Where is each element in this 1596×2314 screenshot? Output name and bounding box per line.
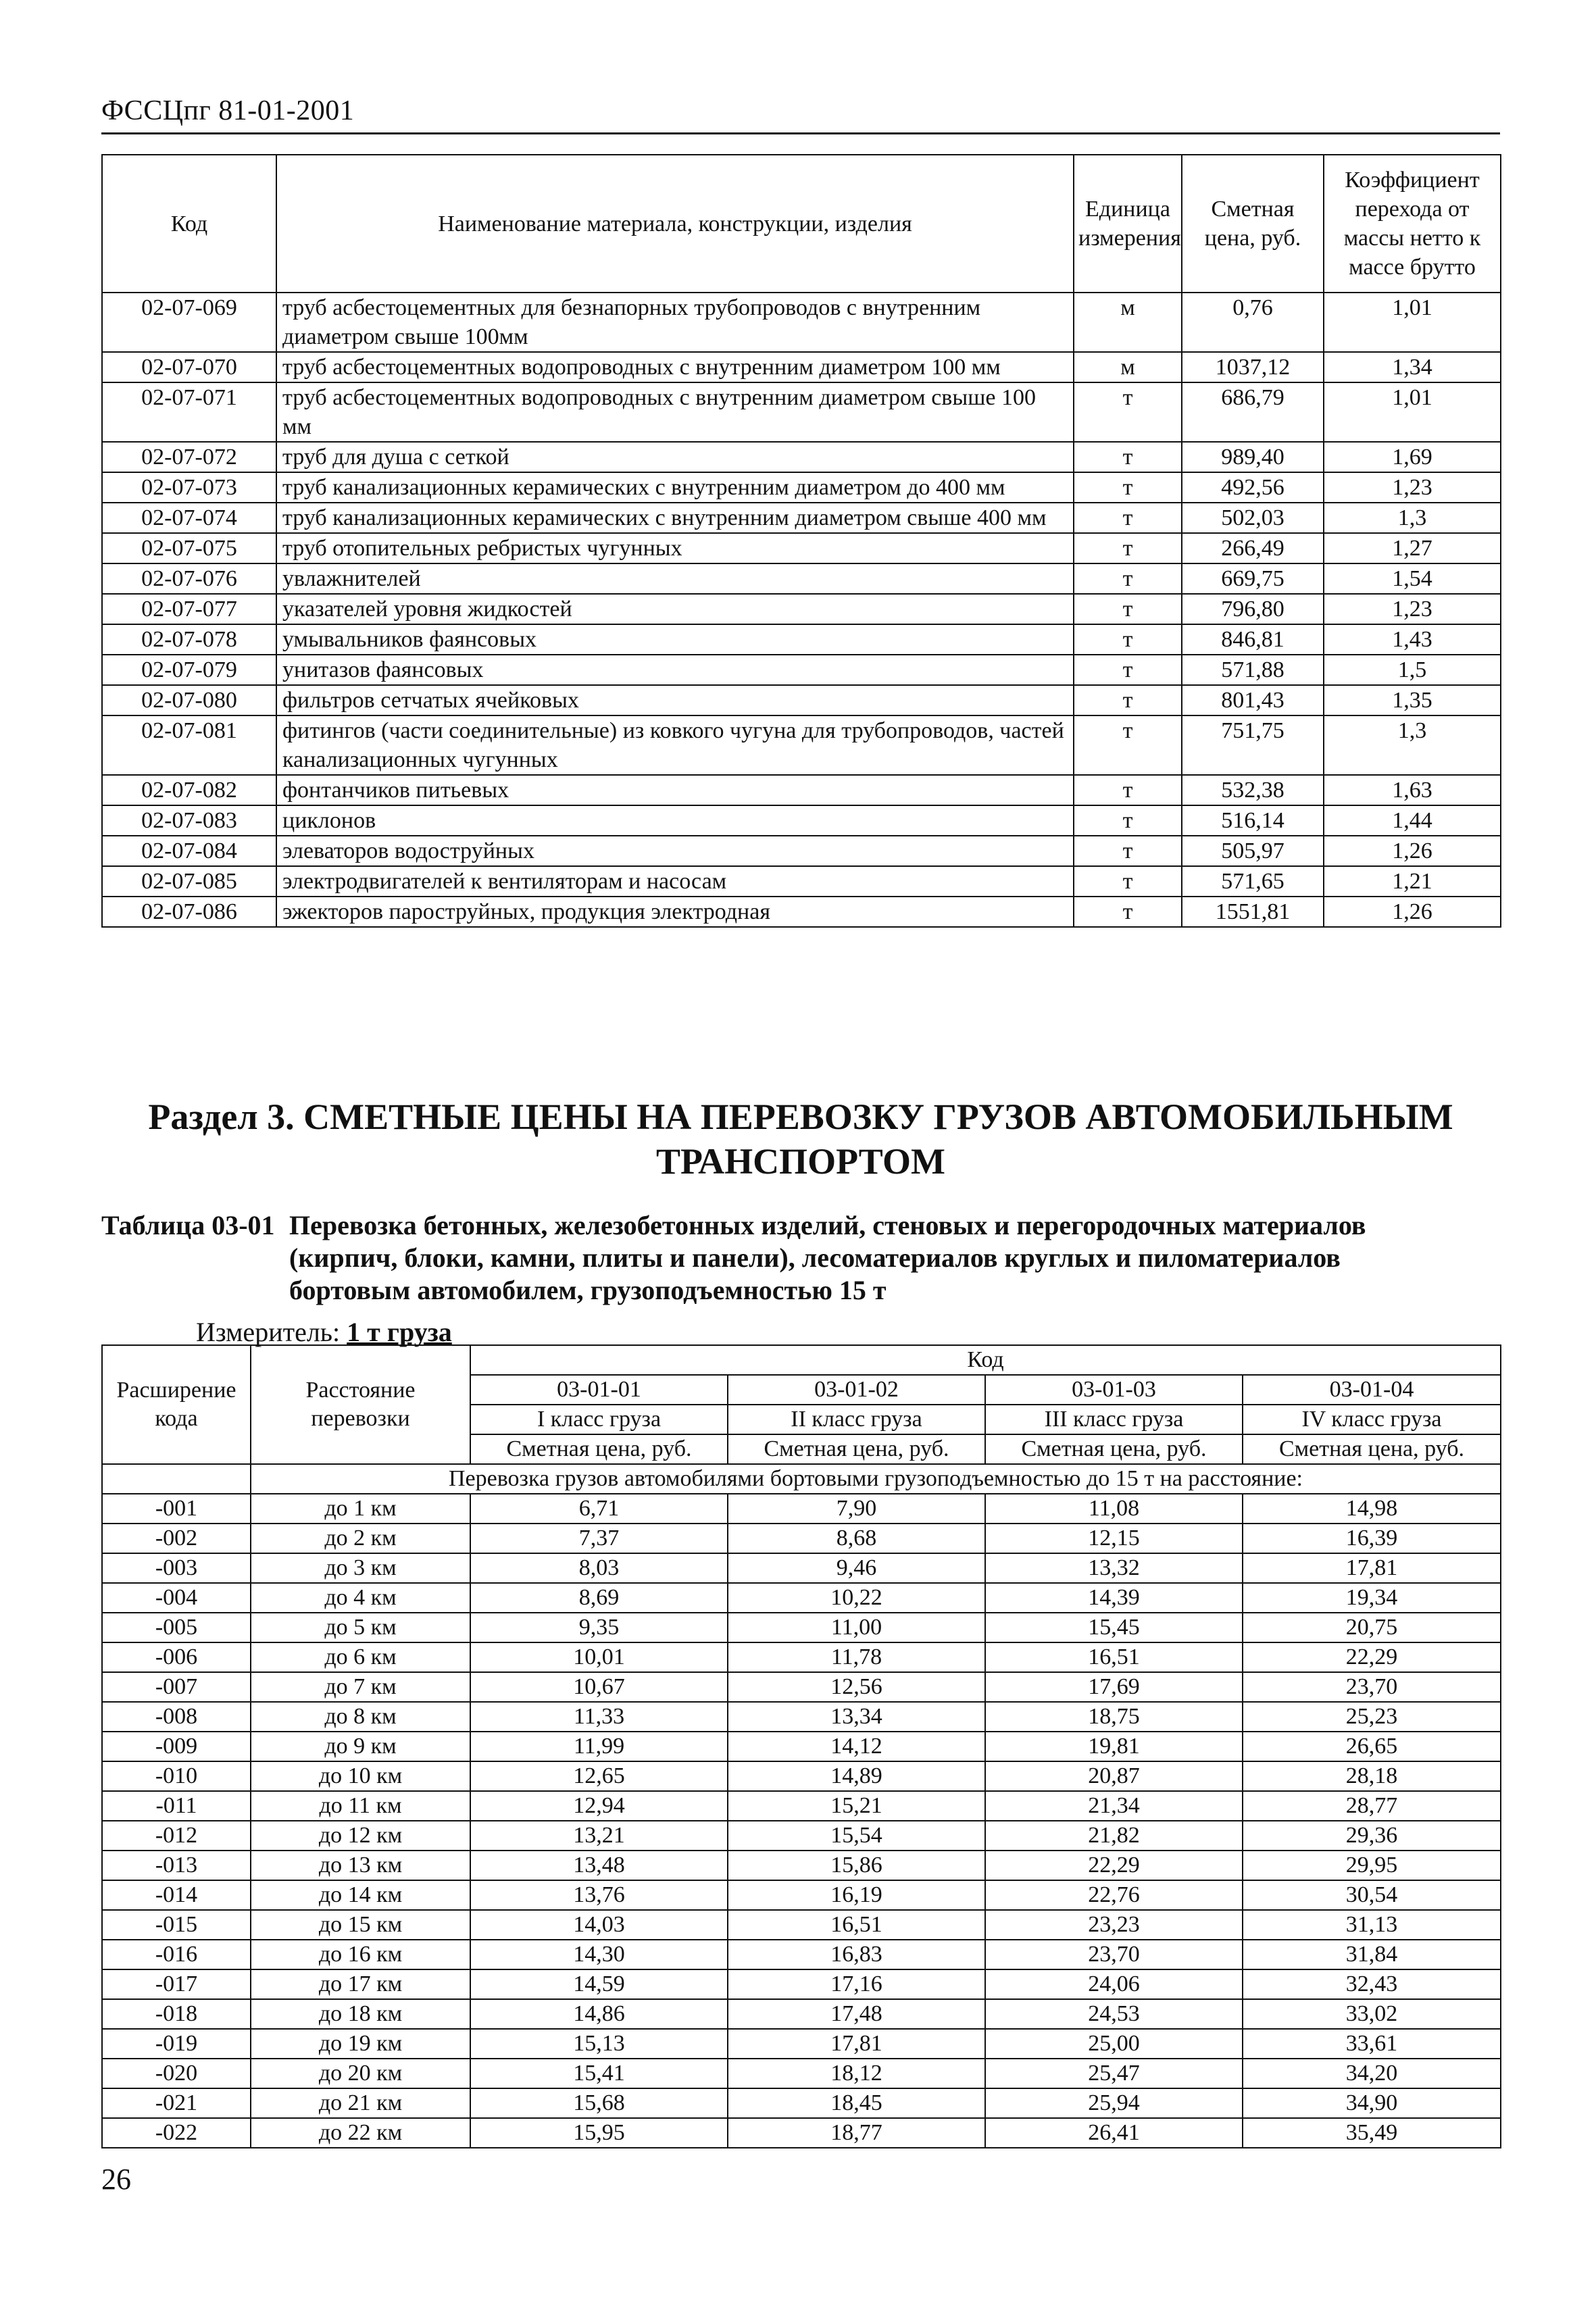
price-class-4: 19,34 [1243, 1583, 1501, 1613]
price-class-2: 17,16 [728, 1969, 985, 1999]
material-name: труб канализационных керамических с внутренним диаметром до 400 мм [276, 472, 1074, 503]
transport-body [102, 1494, 1501, 2148]
material-row [102, 866, 1501, 897]
price-class-3: 22,76 [985, 1880, 1243, 1910]
distance: до 6 км [251, 1642, 470, 1672]
material-row [102, 805, 1501, 836]
price-class-4: 34,20 [1243, 2059, 1501, 2088]
price-class-2: 11,78 [728, 1642, 985, 1672]
price-class-4: 25,23 [1243, 1702, 1501, 1732]
code-extension: -022 [102, 2118, 251, 2148]
price-class-4: 23,70 [1243, 1672, 1501, 1702]
running-header: ФССЦпг 81-01-2001 [101, 95, 355, 126]
material-price: 846,81 [1182, 624, 1324, 655]
material-code: 02-07-076 [102, 563, 276, 594]
material-unit: т [1074, 655, 1182, 685]
price-class-2: 12,56 [728, 1672, 985, 1702]
code-extension: -010 [102, 1761, 251, 1791]
material-price: 686,79 [1182, 382, 1324, 442]
price-class-1: 8,03 [470, 1553, 728, 1583]
price-class-1: 10,01 [470, 1642, 728, 1672]
price-class-1: 12,94 [470, 1791, 728, 1821]
price-class-4: 28,77 [1243, 1791, 1501, 1821]
transport-row [102, 1642, 1501, 1672]
distance: до 3 км [251, 1553, 470, 1583]
material-price: 492,56 [1182, 472, 1324, 503]
col-header-unit: Единица измерения [1074, 155, 1182, 293]
code-extension: -021 [102, 2088, 251, 2118]
price-class-2: 18,45 [728, 2088, 985, 2118]
price-class-1: 11,33 [470, 1702, 728, 1732]
price-class-2: 10,22 [728, 1583, 985, 1613]
material-name: циклонов [276, 805, 1074, 836]
price-class-4: 20,75 [1243, 1613, 1501, 1642]
material-name: фильтров сетчатых ячейковых [276, 685, 1074, 715]
material-unit: т [1074, 897, 1182, 927]
material-coef: 1,01 [1324, 382, 1501, 442]
price-class-3: 11,08 [985, 1494, 1243, 1524]
material-coef: 1,27 [1324, 533, 1501, 563]
transport-row [102, 1732, 1501, 1761]
material-unit: т [1074, 594, 1182, 624]
col-header-code-2: 03-01-02 [728, 1375, 985, 1405]
price-class-2: 15,54 [728, 1821, 985, 1851]
material-price: 571,88 [1182, 655, 1324, 685]
distance: до 16 км [251, 1940, 470, 1969]
price-class-1: 13,21 [470, 1821, 728, 1851]
material-name: увлажнителей [276, 563, 1074, 594]
material-code: 02-07-079 [102, 655, 276, 685]
transport-row [102, 1999, 1501, 2029]
material-name: фитингов (части соединительные) из ковкого чугуна для трубопроводов, частей канализационных чугунных [276, 715, 1074, 775]
price-class-4: 31,13 [1243, 1910, 1501, 1940]
material-code: 02-07-081 [102, 715, 276, 775]
price-class-1: 9,35 [470, 1613, 728, 1642]
price-class-4: 33,61 [1243, 2029, 1501, 2059]
material-name: унитазов фаянсовых [276, 655, 1074, 685]
distance: до 21 км [251, 2088, 470, 2118]
price-class-1: 13,48 [470, 1851, 728, 1880]
distance: до 11 км [251, 1791, 470, 1821]
material-name: электродвигателей к вентиляторам и насосам [276, 866, 1074, 897]
material-name: труб асбестоцементных водопроводных с внутренним диаметром 100 мм [276, 352, 1074, 382]
material-code: 02-07-074 [102, 503, 276, 533]
material-unit: т [1074, 472, 1182, 503]
transport-row [102, 1821, 1501, 1851]
col-header-class-2: II класс груза [728, 1405, 985, 1434]
col-header-class-3: III класс груза [985, 1405, 1243, 1434]
material-price: 0,76 [1182, 293, 1324, 352]
price-class-3: 25,47 [985, 2059, 1243, 2088]
material-coef: 1,01 [1324, 293, 1501, 352]
material-row [102, 715, 1501, 775]
col-header-distance: Расстояние перевозки [251, 1345, 470, 1464]
material-name: умывальников фаянсовых [276, 624, 1074, 655]
price-class-2: 14,12 [728, 1732, 985, 1761]
material-row [102, 836, 1501, 866]
material-code: 02-07-070 [102, 352, 276, 382]
material-coef: 1,34 [1324, 352, 1501, 382]
material-coef: 1,3 [1324, 503, 1501, 533]
material-coef: 1,35 [1324, 685, 1501, 715]
material-name: труб для душа с сеткой [276, 442, 1074, 472]
code-extension: -017 [102, 1969, 251, 1999]
material-name: труб отопительных ребристых чугунных [276, 533, 1074, 563]
price-class-2: 16,83 [728, 1940, 985, 1969]
material-row [102, 293, 1501, 352]
price-class-2: 15,21 [728, 1791, 985, 1821]
price-class-2: 14,89 [728, 1761, 985, 1791]
price-class-1: 7,37 [470, 1524, 728, 1553]
price-class-3: 17,69 [985, 1672, 1243, 1702]
material-row [102, 382, 1501, 442]
price-class-2: 17,48 [728, 1999, 985, 2029]
material-code: 02-07-071 [102, 382, 276, 442]
price-class-2: 15,86 [728, 1851, 985, 1880]
material-code: 02-07-075 [102, 533, 276, 563]
materials-table [101, 154, 1501, 928]
price-class-3: 23,70 [985, 1940, 1243, 1969]
code-extension: -009 [102, 1732, 251, 1761]
material-unit: т [1074, 775, 1182, 805]
material-coef: 1,5 [1324, 655, 1501, 685]
price-class-3: 25,00 [985, 2029, 1243, 2059]
price-class-3: 25,94 [985, 2088, 1243, 2118]
distance: до 1 км [251, 1494, 470, 1524]
material-code: 02-07-078 [102, 624, 276, 655]
material-price: 801,43 [1182, 685, 1324, 715]
distance: до 2 км [251, 1524, 470, 1553]
material-unit: т [1074, 836, 1182, 866]
price-class-3: 21,82 [985, 1821, 1243, 1851]
transport-row [102, 1940, 1501, 1969]
material-price: 989,40 [1182, 442, 1324, 472]
price-class-3: 16,51 [985, 1642, 1243, 1672]
price-class-3: 20,87 [985, 1761, 1243, 1791]
price-class-2: 7,90 [728, 1494, 985, 1524]
material-row [102, 472, 1501, 503]
material-row [102, 775, 1501, 805]
transport-row [102, 1880, 1501, 1910]
material-row [102, 624, 1501, 655]
price-class-4: 29,36 [1243, 1821, 1501, 1851]
material-row [102, 594, 1501, 624]
price-class-4: 17,81 [1243, 1553, 1501, 1583]
distance: до 22 км [251, 2118, 470, 2148]
distance: до 10 км [251, 1761, 470, 1791]
material-coef: 1,63 [1324, 775, 1501, 805]
distance: до 14 км [251, 1880, 470, 1910]
distance: до 19 км [251, 2029, 470, 2059]
code-extension: -008 [102, 1702, 251, 1732]
material-unit: т [1074, 382, 1182, 442]
material-price: 669,75 [1182, 563, 1324, 594]
transport-row [102, 2088, 1501, 2118]
material-row [102, 533, 1501, 563]
transport-row [102, 1761, 1501, 1791]
price-class-2: 9,46 [728, 1553, 985, 1583]
price-class-2: 8,68 [728, 1524, 985, 1553]
price-class-4: 14,98 [1243, 1494, 1501, 1524]
material-coef: 1,26 [1324, 836, 1501, 866]
price-class-4: 34,90 [1243, 2088, 1501, 2118]
measure-value: 1 т груза [347, 1317, 452, 1347]
price-class-4: 31,84 [1243, 1940, 1501, 1969]
price-class-4: 16,39 [1243, 1524, 1501, 1553]
price-class-1: 14,30 [470, 1940, 728, 1969]
price-class-4: 26,65 [1243, 1732, 1501, 1761]
price-class-3: 24,53 [985, 1999, 1243, 2029]
code-extension: -004 [102, 1583, 251, 1613]
material-code: 02-07-083 [102, 805, 276, 836]
material-unit: т [1074, 503, 1182, 533]
price-class-1: 11,99 [470, 1732, 728, 1761]
material-unit: т [1074, 715, 1182, 775]
material-unit: т [1074, 805, 1182, 836]
material-coef: 1,44 [1324, 805, 1501, 836]
price-class-1: 10,67 [470, 1672, 728, 1702]
code-extension: -020 [102, 2059, 251, 2088]
price-class-3: 12,15 [985, 1524, 1243, 1553]
transport-table [101, 1344, 1501, 2148]
price-class-3: 24,06 [985, 1969, 1243, 1999]
material-code: 02-07-077 [102, 594, 276, 624]
col-header-price-3: Сметная цена, руб. [985, 1434, 1243, 1464]
material-coef: 1,43 [1324, 624, 1501, 655]
code-extension: -014 [102, 1880, 251, 1910]
material-row [102, 503, 1501, 533]
material-code: 02-07-085 [102, 866, 276, 897]
price-class-3: 19,81 [985, 1732, 1243, 1761]
materials-body [102, 293, 1501, 927]
code-extension: -006 [102, 1642, 251, 1672]
material-name: указателей уровня жидкостей [276, 594, 1074, 624]
material-coef: 1,21 [1324, 866, 1501, 897]
price-class-3: 23,23 [985, 1910, 1243, 1940]
table-caption-text: Перевозка бетонных, железобетонных изделий, стеновых и перегородочных материалов (кирпич, блоки, камни, плиты и панели), лесоматериалов круглых и пиломатериалов бортовым автомобилем, грузоподъемностью 15 т [289, 1210, 1366, 1305]
material-name: фонтанчиков питьевых [276, 775, 1074, 805]
material-name: эжекторов пароструйных, продукция электродная [276, 897, 1074, 927]
code-extension: -005 [102, 1613, 251, 1642]
material-code: 02-07-086 [102, 897, 276, 927]
material-coef: 1,23 [1324, 594, 1501, 624]
material-row [102, 685, 1501, 715]
transport-row [102, 2118, 1501, 2148]
material-unit: т [1074, 533, 1182, 563]
price-class-1: 14,86 [470, 1999, 728, 2029]
col-header-ext: Расширение кода [102, 1345, 251, 1464]
material-row [102, 897, 1501, 927]
transport-row [102, 2029, 1501, 2059]
price-class-1: 12,65 [470, 1761, 728, 1791]
price-class-2: 13,34 [728, 1702, 985, 1732]
price-class-3: 15,45 [985, 1613, 1243, 1642]
transport-row [102, 1672, 1501, 1702]
material-price: 502,03 [1182, 503, 1324, 533]
price-class-4: 33,02 [1243, 1999, 1501, 2029]
price-class-3: 18,75 [985, 1702, 1243, 1732]
transport-row [102, 1494, 1501, 1524]
distance: до 5 км [251, 1613, 470, 1642]
price-class-2: 16,19 [728, 1880, 985, 1910]
material-code: 02-07-082 [102, 775, 276, 805]
price-class-4: 32,43 [1243, 1969, 1501, 1999]
price-class-3: 21,34 [985, 1791, 1243, 1821]
col-header-price-2: Сметная цена, руб. [728, 1434, 985, 1464]
table-caption-prefix: Таблица 03-01 [101, 1210, 275, 1240]
col-header-name: Наименование материала, конструкции, изделия [276, 155, 1074, 293]
distance: до 18 км [251, 1999, 470, 2029]
col-header-price-1: Сметная цена, руб. [470, 1434, 728, 1464]
code-extension: -001 [102, 1494, 251, 1524]
price-class-2: 18,12 [728, 2059, 985, 2088]
material-name: труб асбестоцементных для безнапорных трубопроводов с внутренним диаметром свыше 100мм [276, 293, 1074, 352]
material-price: 505,97 [1182, 836, 1324, 866]
code-extension: -003 [102, 1553, 251, 1583]
price-class-4: 28,18 [1243, 1761, 1501, 1791]
price-class-1: 6,71 [470, 1494, 728, 1524]
material-coef: 1,54 [1324, 563, 1501, 594]
price-class-3: 14,39 [985, 1583, 1243, 1613]
material-row [102, 655, 1501, 685]
price-class-2: 11,00 [728, 1613, 985, 1642]
price-class-1: 13,76 [470, 1880, 728, 1910]
material-code: 02-07-072 [102, 442, 276, 472]
distance: до 8 км [251, 1702, 470, 1732]
col-header-code: Код [102, 155, 276, 293]
code-extension: -007 [102, 1672, 251, 1702]
material-price: 1037,12 [1182, 352, 1324, 382]
code-extension: -011 [102, 1791, 251, 1821]
material-price: 516,14 [1182, 805, 1324, 836]
code-extension: -002 [102, 1524, 251, 1553]
col-header-code-4: 03-01-04 [1243, 1375, 1501, 1405]
measure-line [196, 1316, 452, 1349]
page-number: 26 [101, 2163, 131, 2196]
material-price: 796,80 [1182, 594, 1324, 624]
price-class-3: 13,32 [985, 1553, 1243, 1583]
material-unit: т [1074, 866, 1182, 897]
material-row [102, 442, 1501, 472]
material-unit: т [1074, 624, 1182, 655]
col-header-class-1: I класс груза [470, 1405, 728, 1434]
material-coef: 1,23 [1324, 472, 1501, 503]
material-unit: м [1074, 352, 1182, 382]
transport-row [102, 2059, 1501, 2088]
code-extension: -013 [102, 1851, 251, 1880]
price-class-3: 22,29 [985, 1851, 1243, 1880]
col-header-class-4: IV класс груза [1243, 1405, 1501, 1434]
price-class-1: 15,41 [470, 2059, 728, 2088]
material-price: 1551,81 [1182, 897, 1324, 927]
price-class-3: 26,41 [985, 2118, 1243, 2148]
material-price: 571,65 [1182, 866, 1324, 897]
price-class-1: 15,68 [470, 2088, 728, 2118]
col-header-price-4: Сметная цена, руб. [1243, 1434, 1501, 1464]
material-code: 02-07-069 [102, 293, 276, 352]
section-title: Раздел 3. СМЕТНЫЕ ЦЕНЫ НА ПЕРЕВОЗКУ ГРУЗОВ АВТОМОБИЛЬНЫМ ТРАНСПОРТОМ [148, 1097, 1453, 1182]
transport-subcaption: Перевозка грузов автомобилями бортовыми грузоподъемностью до 15 т на расстояние: [251, 1464, 1501, 1494]
transport-row [102, 1969, 1501, 1999]
price-class-4: 22,29 [1243, 1642, 1501, 1672]
price-class-2: 17,81 [728, 2029, 985, 2059]
material-unit: м [1074, 293, 1182, 352]
subcaption-blank [102, 1464, 251, 1494]
price-class-1: 14,03 [470, 1910, 728, 1940]
distance: до 12 км [251, 1821, 470, 1851]
material-unit: т [1074, 442, 1182, 472]
distance: до 20 км [251, 2059, 470, 2088]
transport-row [102, 1910, 1501, 1940]
material-unit: т [1074, 563, 1182, 594]
material-name: труб асбестоцементных водопроводных с внутренним диаметром свыше 100 мм [276, 382, 1074, 442]
material-name: элеваторов водоструйных [276, 836, 1074, 866]
material-row [102, 352, 1501, 382]
transport-row [102, 1702, 1501, 1732]
distance: до 4 км [251, 1583, 470, 1613]
material-name: труб канализационных керамических с внутренним диаметром свыше 400 мм [276, 503, 1074, 533]
material-row [102, 563, 1501, 594]
material-price: 266,49 [1182, 533, 1324, 563]
material-price: 532,38 [1182, 775, 1324, 805]
price-class-1: 15,95 [470, 2118, 728, 2148]
header-rule [101, 132, 1500, 134]
price-class-2: 16,51 [728, 1910, 985, 1940]
distance: до 17 км [251, 1969, 470, 1999]
transport-row [102, 1613, 1501, 1642]
distance: до 7 км [251, 1672, 470, 1702]
col-header-code-3: 03-01-03 [985, 1375, 1243, 1405]
measure-label: Измеритель: [196, 1317, 341, 1347]
code-extension: -019 [102, 2029, 251, 2059]
code-extension: -016 [102, 1940, 251, 1969]
material-coef: 1,26 [1324, 897, 1501, 927]
material-code: 02-07-080 [102, 685, 276, 715]
distance: до 15 км [251, 1910, 470, 1940]
material-coef: 1,3 [1324, 715, 1501, 775]
transport-row [102, 1851, 1501, 1880]
transport-row [102, 1583, 1501, 1613]
transport-row [102, 1524, 1501, 1553]
table-caption [101, 1209, 1385, 1307]
material-code: 02-07-084 [102, 836, 276, 866]
transport-row [102, 1553, 1501, 1583]
material-price: 751,75 [1182, 715, 1324, 775]
price-class-4: 30,54 [1243, 1880, 1501, 1910]
col-header-code-1: 03-01-01 [470, 1375, 728, 1405]
material-unit: т [1074, 685, 1182, 715]
distance: до 9 км [251, 1732, 470, 1761]
price-class-1: 14,59 [470, 1969, 728, 1999]
price-class-2: 18,77 [728, 2118, 985, 2148]
distance: до 13 км [251, 1851, 470, 1880]
code-extension: -015 [102, 1910, 251, 1940]
code-extension: -012 [102, 1821, 251, 1851]
col-header-price: Сметная цена, руб. [1182, 155, 1324, 293]
material-code: 02-07-073 [102, 472, 276, 503]
price-class-1: 8,69 [470, 1583, 728, 1613]
col-header-code-group: Код [470, 1345, 1501, 1375]
transport-row [102, 1791, 1501, 1821]
material-coef: 1,69 [1324, 442, 1501, 472]
price-class-4: 29,95 [1243, 1851, 1501, 1880]
code-extension: -018 [102, 1999, 251, 2029]
price-class-4: 35,49 [1243, 2118, 1501, 2148]
price-class-1: 15,13 [470, 2029, 728, 2059]
col-header-coef: Коэффициент перехода от массы нетто к массе брутто [1324, 155, 1501, 293]
